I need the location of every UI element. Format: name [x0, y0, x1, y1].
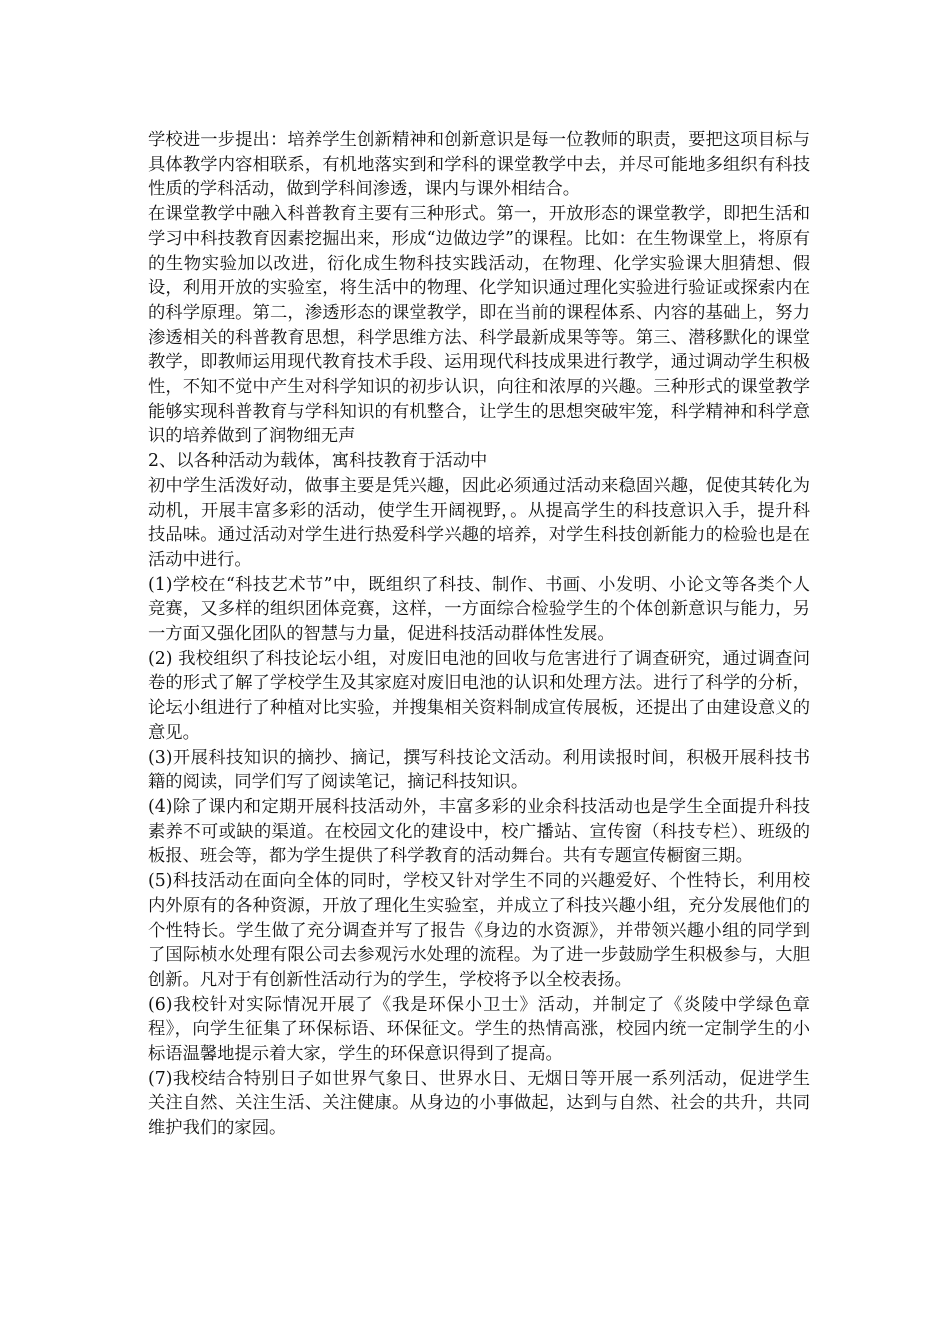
- list-item-3: (3)开展科技知识的摘抄、摘记，撰写科技论文活动。利用读报时间，积极开展科技书籍的阅读，同学们写了阅读笔记，摘记科技知识。: [148, 747, 810, 793]
- list-item-6: (6)我校针对实际情况开展了《我是环保小卫士》活动，并制定了《炎陵中学绿色章程》，向学生征集了环保标语、环保征文。学生的热情高涨，校园内统一定制学生的小标语温馨地提示着大家，学生的环保意识得到了提高。: [148, 994, 810, 1065]
- section-heading-activities: 2、以各种活动为载体，寓科技教育于活动中: [148, 451, 488, 472]
- list-item-4: (4)除了课内和定期开展科技活动外，丰富多彩的业余科技活动也是学生全面提升科技素养不可或缺的渠道。在校园文化的建设中，校广播站、宣传窗（科技专栏）、班级的板报、班会等，都为学生提供了科学教育的活动舞台。共有专题宣传橱窗三期。: [148, 796, 810, 867]
- paragraph-intro: 学校进一步提出：培养学生创新精神和创新意识是每一位教师的职责，要把这项目标与具体教学内容相联系，有机地落实到和学科的课堂教学中去，并尽可能地多组织有科技性质的学科活动，做到学科间渗透，课内与课外相结合。: [148, 130, 810, 200]
- paragraph-activities-intro: 初中学生活泼好动，做事主要是凭兴趣，因此必须通过活动来稳固兴趣，促使其转化为动机，开展丰富多彩的活动，使学生开阔视野，。从提高学生的科技意识入手，提升科技品味。通过活动对学生进行热爱科学兴趣的培养，对学生科技创新能力的检验也是在活动中进行。: [148, 475, 810, 570]
- document-body: [148, 128, 810, 1141]
- list-item-1: (1)学校在“科技艺术节”中，既组织了科技、制作、书画、小发明、小论文等各类个人竞赛，又多样的组织团体竞赛，这样，一方面综合检验学生的个体创新意识与能力，另一方面又强化团队的智慧与力量，促进科技活动群体性发展。: [148, 574, 810, 645]
- list-item-5: (5)科技活动在面向全体的同时，学校又针对学生不同的兴趣爱好、个性特长，利用校内外原有的各种资源，开放了理化生实验室，并成立了科技兴趣小组，充分发展他们的个性特长。学生做了充分调查并写了报告《身边的水资源》，并带领兴趣小组的同学到了国际桢水处理有限公司去参观污水处理的流程。为了进一步鼓励学生积极参与，大胆创新。凡对于有创新性活动行为的学生，学校将予以全校表扬。: [148, 871, 810, 990]
- list-item-7: (7)我校结合特别日子如世界气象日、世界水日、无烟日等开展一系列活动，促进学生关注自然、关注生活、关注健康。从身边的小事做起，达到与自然、社会的共升，共同维护我们的家园。: [148, 1068, 810, 1139]
- paragraph-classroom-teaching: 在课堂教学中融入科普教育主要有三种形式。第一，开放形态的课堂教学，即把生活和学习中科技教育因素挖掘出来，形成“边做边学”的课程。比如：在生物课堂上，将原有的生物实验加以改进，衍化成生物科技实践活动，在物理、化学实验课大胆猜想、假设，利用开放的实验室，将生活中的物理、化学知识通过理化实验进行验证或探索内在的科学原理。第二，渗透形态的课堂教学，即在当前的课程体系、内容的基础上，努力渗透相关的科普教育思想，科学思维方法、科学最新成果等等。第三、潜移默化的课堂教学，即教师运用现代教育技术手段、运用现代科技成果进行教学，通过调动学生积极性，不知不觉中产生对科学知识的初步认识，向往和浓厚的兴趣。三种形式的课堂教学能够实现科普教育与学科知识的有机整合，让学生的思想突破牢笼，科学精神和科学意识的培养做到了润物细无声: [148, 204, 810, 447]
- list-item-2: (2) 我校组织了科技论坛小组，对废旧电池的回收与危害进行了调查研究，通过调查问卷的形式了解了学校学生及其家庭对废旧电池的认识和处理方法。进行了科学的分析，论坛小组进行了种植对比实验，并搜集相关资料制成宣传展板，还提出了由建设意义的意见。: [148, 648, 810, 743]
